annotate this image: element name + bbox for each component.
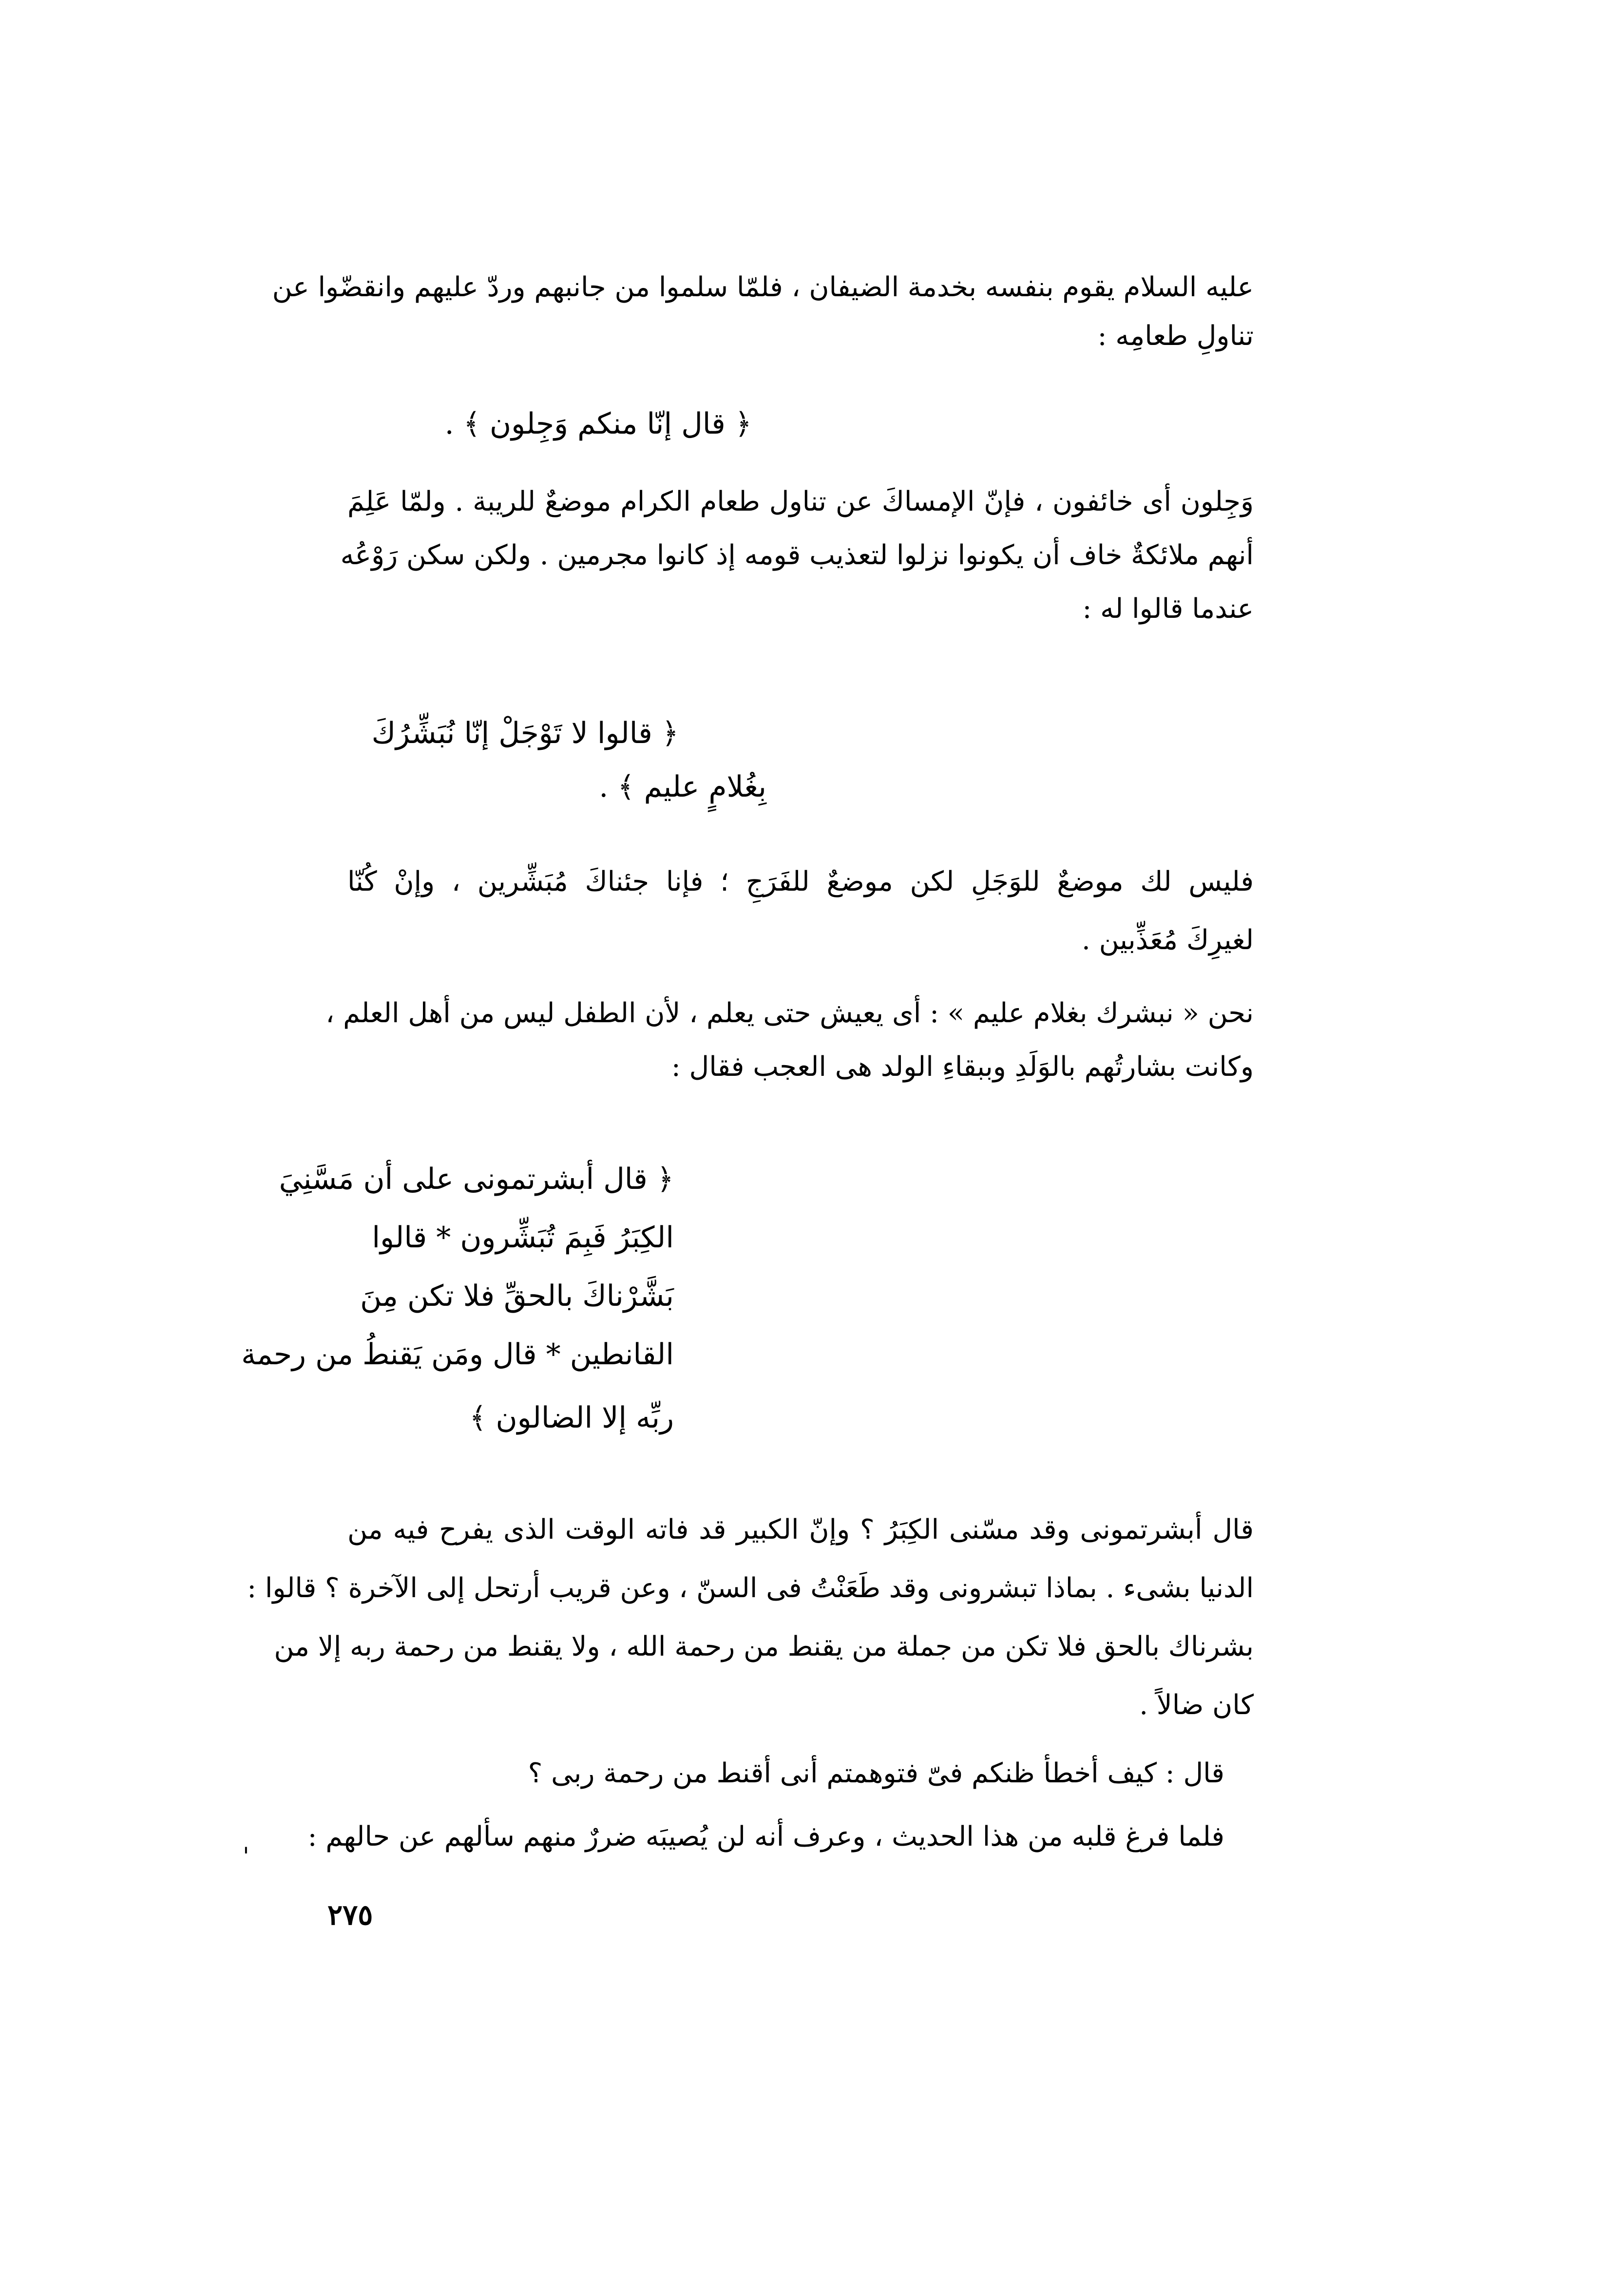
quran-verse: ﴿ قالوا لا تَوْجَلْ إنّا نُبَشِّرُكَ xyxy=(371,716,679,750)
text-line: عليه السلام يقوم بنفسه بخدمة الضيفان ، فلمّا سلموا من جانبهم وردّ عليهم وانقضّوا عن xyxy=(272,271,1254,303)
text-line: تناولِ طعامِه : xyxy=(1097,320,1254,352)
text-line: كان ضالاً . xyxy=(1139,1689,1254,1721)
quran-verse: الكِبَرُ فَبِمَ تُبَشِّرون * قالوا xyxy=(372,1221,674,1255)
quran-verse: ﴿ قال أبشرتمونى على أن مَسَّنِيَ xyxy=(279,1162,674,1196)
quran-verse: القانطين * قال ومَن يَقنطُ من رحمة xyxy=(241,1337,674,1372)
text-line: عندما قالوا له : xyxy=(1082,593,1254,625)
text-line: لغيرِكَ مُعَذِّبين . xyxy=(1082,924,1254,956)
text-line: الدنيا بشىء . بماذا تبشرونى وقد طَعَنْتُ فى السنّ ، وعن قريب أرتحل إلى الآخرة ؟ قالوا : xyxy=(247,1572,1254,1604)
text-line: فلما فرغ قلبه من هذا الحديث ، وعرف أنه لن يُصيبَه ضررٌ منهم سألهم عن حالهم : xyxy=(307,1821,1224,1852)
text-line: بشرناك بالحق فلا تكن من جملة من يقنط من رحمة الله ، ولا يقنط من رحمة ربه إلا من xyxy=(274,1631,1254,1662)
text-line: قال أبشرتمونى وقد مسّنى الكِبَرُ ؟ وإنّ الكبير قد فاته الوقت الذى يفرح فيه من xyxy=(347,1514,1254,1546)
quran-verse: ربِّه إلا الضالون ﴾ xyxy=(469,1401,674,1435)
text-line: نحن « نبشرك بغلام عليم » : أى يعيش حتى يعلم ، لأن الطفل ليس من أهل العلم ، xyxy=(325,997,1254,1029)
stray-mark: ' xyxy=(243,1842,249,1871)
page-number: ٢٧٥ xyxy=(327,1898,373,1931)
text-line: قال : كيف أخطأ ظنكم فىّ فتوهمتم أنى أقنط من رحمة ربى ؟ xyxy=(528,1757,1224,1789)
quran-verse: بِغُلامٍ عليم ﴾ . xyxy=(599,770,766,804)
text-line: أنهم ملائكةٌ خاف أن يكونوا نزلوا لتعذيب قومه إذ كانوا مجرمين . ولكن سكن رَوْعُه xyxy=(340,539,1254,571)
text-line: فليس لك موضعٌ للوَجَلِ لكن موضعٌ للفَرَجِ ؛ فإنا جئناكَ مُبَشِّرين ، وإنْ كُنّا xyxy=(347,866,1254,897)
quran-verse: بَشَّرْناكَ بالحقِّ فلا تكن مِنَ xyxy=(360,1279,674,1313)
quran-verse: ﴿ قال إنّا منكم وَجِلون ﴾ . xyxy=(444,407,752,441)
text-line: وَجِلون أى خائفون ، فإنّ الإمساكَ عن تناول طعام الكرام موضعٌ للريبة . ولمّا عَلِمَ xyxy=(347,486,1254,517)
text-line: وكانت بشارتُهم بالوَلَدِ وببقاءِ الولد هى العجب فقال : xyxy=(671,1051,1254,1083)
